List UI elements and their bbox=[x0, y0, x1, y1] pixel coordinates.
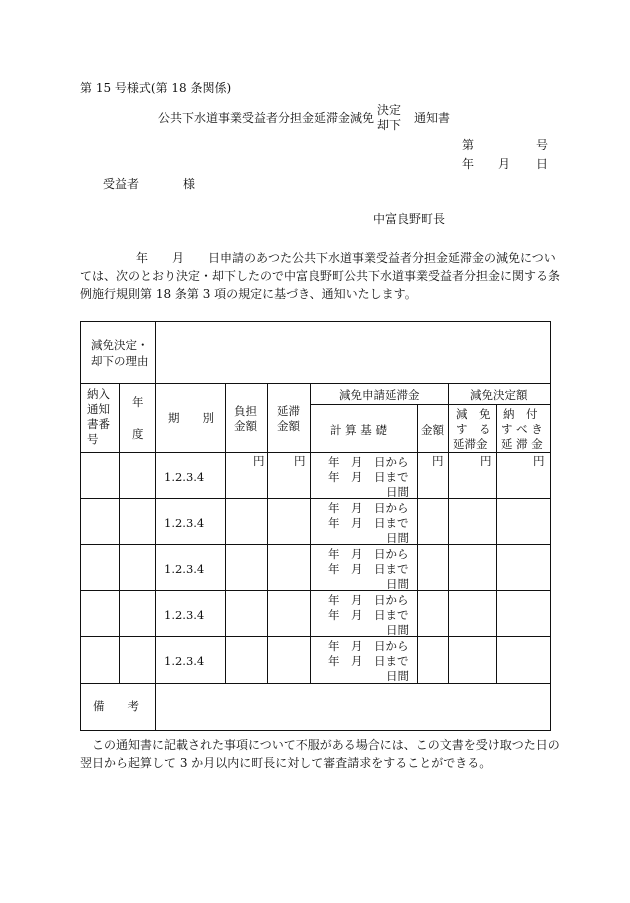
title-main: 公共下水道事業受益者分担金延滞金減免 bbox=[158, 111, 375, 125]
header-calc-basis: 計 算 基 礎 bbox=[330, 423, 387, 437]
header-exempt-3: 延滞金 bbox=[453, 437, 488, 451]
header-notice-no-3: 書番 bbox=[87, 417, 110, 431]
date-month: 月 bbox=[498, 157, 511, 171]
body-line-3: 例施行規則第 18 条第 3 項の規定に基づき、通知いたします。 bbox=[80, 287, 417, 301]
calc-from: 年 月 日から bbox=[328, 501, 409, 515]
period-value: 1.2.3.4 bbox=[164, 516, 205, 530]
body-line-2: ては、次のとおり決定・却下したので中富良野町公共下水道事業受益者分担金に関する条 bbox=[80, 269, 561, 283]
yen-burden: 円 bbox=[253, 454, 265, 468]
footer-line-1: この通知書に記載された事項について不服がある場合には、この文書を受け取つた日の bbox=[92, 738, 560, 752]
header-year-2: 度 bbox=[132, 427, 144, 441]
form-number: 第 15 号様式(第 18 条関係) bbox=[80, 81, 232, 95]
recipient-label: 受益者 bbox=[103, 177, 140, 191]
header-exempt-1: 減 免 bbox=[456, 407, 491, 421]
doc-number-prefix: 第 bbox=[462, 138, 475, 152]
header-payable-3: 延 滞 金 bbox=[501, 437, 543, 451]
period-value: 1.2.3.4 bbox=[164, 562, 205, 576]
period-value: 1.2.3.4 bbox=[164, 654, 205, 668]
header-exempt-2: す る bbox=[456, 422, 491, 436]
yen-exempt: 円 bbox=[480, 454, 492, 468]
yen-overdue: 円 bbox=[294, 454, 306, 468]
doc-number-suffix: 号 bbox=[536, 138, 549, 152]
calc-from: 年 月 日から bbox=[328, 593, 409, 607]
calc-from: 年 月 日から bbox=[328, 639, 409, 653]
issuer: 中富良野町長 bbox=[373, 212, 446, 226]
calc-to: 年 月 日まで bbox=[328, 562, 409, 576]
yen-amount: 円 bbox=[432, 454, 444, 468]
recipient-honorific: 様 bbox=[183, 177, 196, 191]
period-value: 1.2.3.4 bbox=[164, 608, 205, 622]
footer-line-2: 翌日から起算して 3 か月以内に町長に対して審査請求をすることができる。 bbox=[80, 756, 492, 770]
header-payable-2: す べ き bbox=[501, 422, 543, 436]
header-overdue-1: 延滞 bbox=[277, 404, 300, 418]
calc-days: 日間 bbox=[386, 577, 409, 591]
body-line-1: 年 月 日申請のあつた公共下水道事業受益者分担金延滞金の減免につい bbox=[136, 251, 556, 265]
header-burden-1: 負担 bbox=[234, 404, 257, 418]
header-notice-no-1: 納入 bbox=[87, 387, 110, 401]
header-burden-2: 金額 bbox=[234, 419, 257, 433]
date-year: 年 bbox=[462, 157, 475, 171]
reason-label-2: 却下の理由 bbox=[91, 354, 149, 368]
header-year-1: 年 bbox=[132, 395, 144, 409]
calc-days: 日間 bbox=[386, 669, 409, 683]
header-amount: 金額 bbox=[421, 423, 444, 437]
calc-from: 年 月 日から bbox=[328, 455, 409, 469]
header-period: 期 別 bbox=[168, 411, 214, 425]
header-notice-no-4: 号 bbox=[87, 432, 99, 446]
title-option-rejection: 却下 bbox=[377, 118, 402, 132]
calc-to: 年 月 日まで bbox=[328, 654, 409, 668]
calc-days: 日間 bbox=[386, 531, 409, 545]
title-option-decision: 決定 bbox=[377, 103, 402, 117]
header-application-group: 減免申請延滞金 bbox=[339, 388, 420, 402]
title-suffix: 通知書 bbox=[414, 111, 451, 125]
calc-from: 年 月 日から bbox=[328, 547, 409, 561]
calc-days: 日間 bbox=[386, 485, 409, 499]
header-decision-group: 減免決定額 bbox=[470, 388, 528, 402]
header-notice-no-2: 通知 bbox=[87, 402, 110, 416]
reason-label-1: 減免決定・ bbox=[91, 338, 149, 352]
header-overdue-2: 金額 bbox=[277, 419, 300, 433]
calc-to: 年 月 日まで bbox=[328, 516, 409, 530]
date-day: 日 bbox=[536, 157, 549, 171]
calc-to: 年 月 日まで bbox=[328, 608, 409, 622]
calc-days: 日間 bbox=[386, 623, 409, 637]
calc-to: 年 月 日まで bbox=[328, 470, 409, 484]
period-value: 1.2.3.4 bbox=[164, 470, 205, 484]
header-payable-1: 納 付 bbox=[503, 407, 538, 421]
remarks-label: 備 考 bbox=[93, 699, 139, 713]
yen-payable: 円 bbox=[533, 454, 545, 468]
